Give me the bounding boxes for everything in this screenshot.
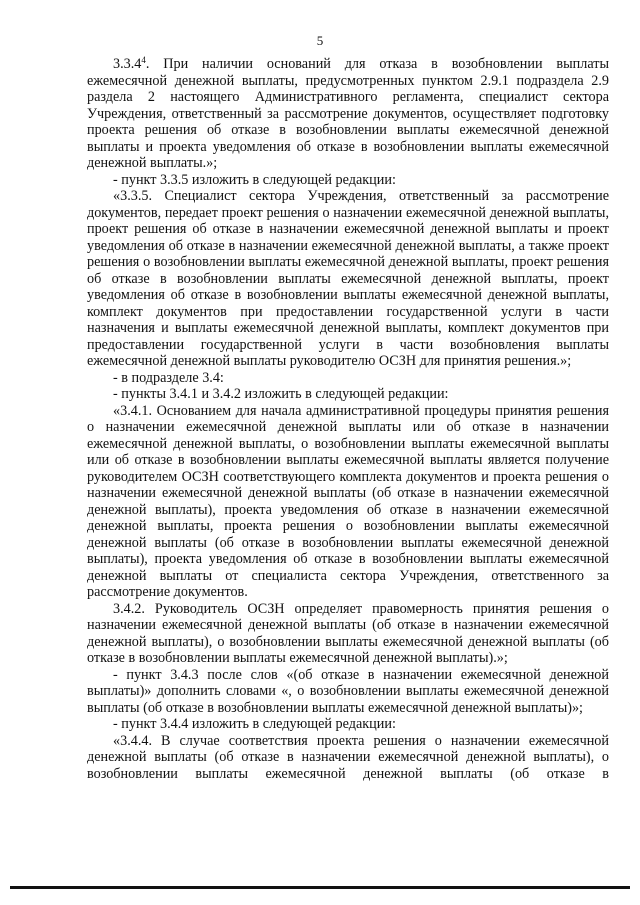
document-body [87,56,609,782]
clause-number: 3.3.4 [113,56,142,72]
paragraph-3-3-4 [87,56,609,172]
paragraph-subsection-3-4: - в подразделе 3.4: [113,369,224,386]
page-number: 5 [316,33,324,48]
paragraph-3-4-2: 3.4.2. Руководитель ОСЗН определяет правомерность принятия решения о назначении ежемесячной денежной выплаты (об отказе в назначении ежемесячной денежной выплаты), о возобновлении выплаты ежемесячной денежной выплаты (об отказе в возобновлении выплаты ежемесячной денежной выплаты).»; [87,600,609,666]
paragraph-amend-3-4-1-3-4-2: - пункты 3.4.1 и 3.4.2 изложить в следующей редакции: [113,386,449,402]
paragraph-amend-3-4-3: - пункт 3.4.3 после слов «(об отказе в назначении ежемесячной денежной выплаты)» дополнить словами «, о возобновлении выплаты ежемесячной денежной выплаты (об отказе в возобновлении выплаты ежемесячной денежной выплаты)»; [87,666,609,716]
paragraph-3-3-5: «3.3.5. Специалист сектора Учреждения, ответственный за рассмотрение документов, передает проект решения о назначении ежемесячной денежной выплаты, проект решения об отказе в назначении ежемесячной денежной выплаты и проект уведомления об отказе в назначении ежемесячной денежной выплаты, а также проект решения о возобновлении выплаты ежемесячной денежной выплаты, проект решения об отказе в возобновлении выплаты ежемесячной денежной выплаты, проект уведомления об отказе в возобновлении выплаты ежемесячной денежной выплаты, комплект документов при предоставлении государственной услуги в части назначения и выплаты ежемесячной денежной выплаты, комплект документов при предоставлении государственной услуги в части возобновления выплаты ежемесячной денежной выплаты руководителю ОСЗН для принятия решения.»; [87,188,609,369]
paragraph-text: . При наличии оснований для отказа в возобновлении выплаты ежемесячной денежной выплаты, предусмотренных пунктом 2.9.1 подраздела 2.9 раздела 2 настоящего Административного регламента, специалист сектора Учреждения, ответственный за рассмотрение документов, осуществляет подготовку проекта решения об отказе в возобновлении выплаты ежемесячной денежной выплаты и проекта уведомления об отказе в возобновлении выплаты ежемесячной денежной выплаты.»; [87,56,609,171]
paragraph-amend-3-3-5: - пункт 3.3.5 изложить в следующей редакции: [113,171,396,188]
page-bottom-rule [10,886,630,889]
clause-superscript: 4 [141,55,146,65]
paragraph-3-4-4: «3.4.4. В случае соответствия проекта решения о назначении ежемесячной денежной выплаты (об отказе в назначении ежемесячной денежной выплаты), о возобновлении выплаты ежемесячной денежной выплаты (об отказе в [87,732,609,782]
paragraph-3-4-1: «3.4.1. Основанием для начала административной процедуры принятия решения о назначении ежемесячной денежной выплаты или об отказе в назначении ежемесячной денежной выплаты, о возобновлении выплаты ежемесячной выплаты или об отказе в возобновлении выплаты ежемесячной выплаты является получение руководителем ОСЗН соответствующего комплекта документов и проекта решения о назначении ежемесячной денежной выплаты (об отказе в назначении ежемесячной денежной выплаты), проекта уведомления об отказе в назначении ежемесячной денежной выплаты, проекта решения о возобновлении выплаты ежемесячной денежной выплаты (об отказе в возобновлении выплаты ежемесячной денежной выплаты), проекта уведомления об отказе в возобновлении выплаты ежемесячной денежной выплаты от специалиста сектора Учреждения, ответственного за рассмотрение документов. [87,402,609,600]
paragraph-amend-3-4-4: - пункт 3.4.4 изложить в следующей редакции: [113,716,396,732]
